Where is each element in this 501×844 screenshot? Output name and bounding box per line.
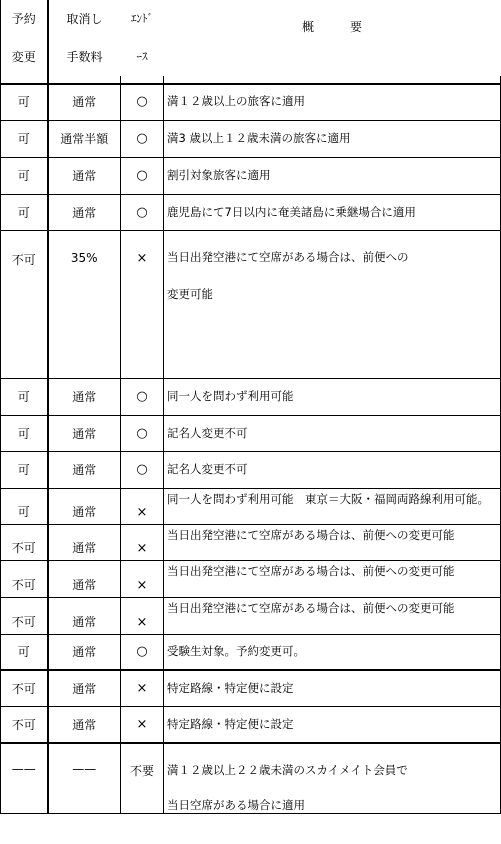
cell-endorse: × <box>121 524 164 560</box>
table-row <box>1 84 501 120</box>
cell-fee: 通常 <box>48 451 121 488</box>
cell-change: 可 <box>1 84 48 120</box>
cell-change: 不可 <box>1 524 48 560</box>
cell-change: 可 <box>1 415 48 451</box>
cell-fee: 通常 <box>48 670 121 706</box>
header-cancel-line2: 手数料 <box>66 50 103 64</box>
cell-note: 記名人変更不可 <box>164 451 501 488</box>
header-summary-label: 概 要 <box>301 20 362 34</box>
cell-fee: 通常 <box>48 524 121 560</box>
table-row <box>1 743 501 813</box>
table-row <box>1 597 501 634</box>
table-row <box>1 560 501 597</box>
cell-change: —— <box>1 743 48 813</box>
cell-fee: 通常 <box>48 194 121 230</box>
cell-change: 可 <box>1 488 48 524</box>
header-change-line2: 変更 <box>11 50 36 64</box>
fare-rules-table <box>0 0 501 85</box>
cell-note: 特定路線・特定便に設定 <box>164 670 501 706</box>
cell-change: 不可 <box>1 706 48 743</box>
cell-endorse: ○ <box>121 194 164 230</box>
cell-endorse: ○ <box>121 634 164 670</box>
cell-endorse: ○ <box>121 451 164 488</box>
cell-fee: —— <box>48 743 121 813</box>
cell-endorse: ○ <box>121 415 164 451</box>
cell-endorse: ○ <box>121 157 164 194</box>
cell-fee: 通常 <box>48 560 121 597</box>
header-cancel-line1: 取消し <box>66 12 103 26</box>
cell-note: 鹿児島にて7日以内に奄美諸島に乗継場合に適用 <box>164 194 501 230</box>
header-endorse-line2: ｰｽ <box>136 50 148 63</box>
header-cancel-fee <box>48 0 121 76</box>
header-change <box>1 0 48 76</box>
note-line: 当日出発空港にて空席がある場合は、前便への <box>167 249 409 264</box>
cell-change: 不可 <box>1 560 48 597</box>
cell-note: 割引対象旅客に適用 <box>164 157 501 194</box>
table-row <box>1 706 501 743</box>
cell-change: 不可 <box>1 230 48 378</box>
cell-fee: 通常 <box>48 378 121 415</box>
table-row <box>1 230 501 378</box>
header-endorse <box>121 0 164 76</box>
fare-rules-body <box>0 84 501 814</box>
cell-fee: 通常 <box>48 488 121 524</box>
cell-change: 不可 <box>1 670 48 706</box>
note-line: 変更可能 <box>167 286 213 301</box>
table-row <box>1 157 501 194</box>
table-row <box>1 451 501 488</box>
cell-change: 可 <box>1 194 48 230</box>
cell-note: 受験生対象。予約変更可。 <box>164 634 501 670</box>
cell-change: 可 <box>1 451 48 488</box>
table-row <box>1 378 501 415</box>
cell-fee: 通常 <box>48 415 121 451</box>
header-spacer <box>1 76 501 84</box>
cell-note: 当日出発空港にて空席がある場合は、前便への変更可能 <box>164 597 501 634</box>
cell-fee: 通常 <box>48 634 121 670</box>
cell-note: 特定路線・特定便に設定 <box>164 706 501 743</box>
note-line: 満１２歳以上２２歳未満のスカイメイト会員で <box>167 763 408 777</box>
cell-note: 記名人変更不可 <box>164 415 501 451</box>
cell-endorse: ○ <box>121 378 164 415</box>
cell-endorse: 不要 <box>121 743 164 813</box>
table-row <box>1 194 501 230</box>
cell-change: 可 <box>1 120 48 157</box>
table-header-row <box>1 0 501 76</box>
table-row <box>1 524 501 560</box>
header-change-line1: 予約 <box>11 12 36 26</box>
table-row <box>1 120 501 157</box>
cell-note: 同一人を問わず利用可能 <box>164 378 501 415</box>
header-endorse-line1: ｴﾝﾄﾞ <box>131 12 153 25</box>
table-row <box>1 488 501 524</box>
cell-note: 当日出発空港にて空席がある場合は、前便への変更可能 <box>164 560 501 597</box>
cell-fee: 通常 <box>48 597 121 634</box>
cell-endorse: ○ <box>121 84 164 120</box>
cell-change: 可 <box>1 157 48 194</box>
table-row <box>1 634 501 670</box>
cell-endorse: × <box>121 230 164 378</box>
cell-change: 可 <box>1 378 48 415</box>
cell-fee: 通常 <box>48 84 121 120</box>
cell-endorse: × <box>121 560 164 597</box>
cell-endorse: × <box>121 706 164 743</box>
table-row <box>1 670 501 706</box>
cell-endorse: × <box>121 597 164 634</box>
cell-endorse: × <box>121 488 164 524</box>
cell-fee: 通常 <box>48 157 121 194</box>
cell-endorse: × <box>121 670 164 706</box>
cell-change: 可 <box>1 634 48 670</box>
cell-note <box>164 743 501 813</box>
cell-fee: 通常 <box>48 706 121 743</box>
cell-note: 当日出発空港にて空席がある場合は、前便への変更可能 <box>164 524 501 560</box>
cell-fee: 35% <box>48 230 121 378</box>
cell-change: 不可 <box>1 597 48 634</box>
note-line: 当日空席がある場合に適用 <box>167 798 305 812</box>
cell-note <box>164 230 501 378</box>
cell-note: 満１２歳以上の旅客に適用 <box>164 84 501 120</box>
header-summary <box>164 0 501 76</box>
cell-endorse: ○ <box>121 120 164 157</box>
table-row <box>1 415 501 451</box>
cell-note: 同一人を問わず利用可能 東京＝大阪・福岡両路線利用可能。 <box>164 488 501 524</box>
cell-note: 満3 歳以上１２歳未満の旅客に適用 <box>164 120 501 157</box>
cell-fee: 通常半額 <box>48 120 121 157</box>
